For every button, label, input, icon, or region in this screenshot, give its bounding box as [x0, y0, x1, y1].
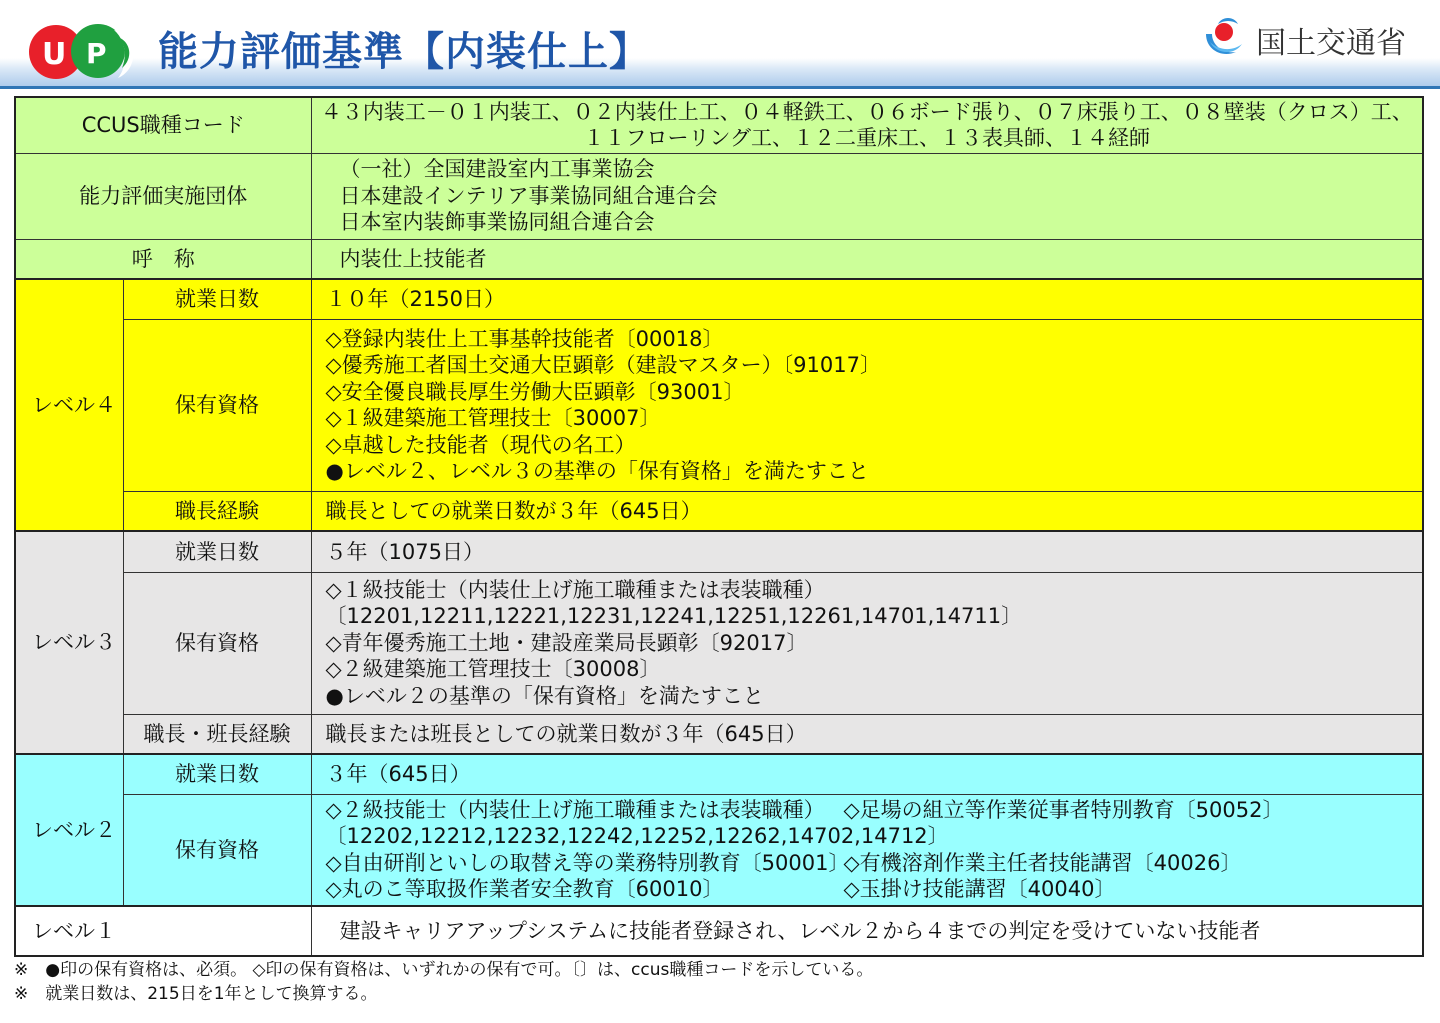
organizations-value: [311, 153, 1423, 239]
qual-item: 〔12202,12212,12232,12242,12252,12262,14702,14712〕: [325, 824, 949, 849]
footnotes: [14, 958, 873, 1006]
level4-exp-row: [15, 491, 1423, 531]
level3-qual-label: 保有資格: [123, 572, 311, 714]
footnote: ※ 就業日数は、215日を1年として換算する。: [14, 984, 378, 1004]
ccus-code-line: ４３内装工－０１内装工、０２内装仕上工、０４軽鉄工、０６ボード張り、０７床張り工、０８壁装（クロス）工、: [320, 99, 1413, 124]
level2-qual-row: [15, 794, 1423, 906]
ccus-code-line: １１フローリング工、１２二重床工、１３表具師、１４経師: [583, 126, 1151, 151]
footnote: ※ ●印の保有資格は、必須。 ◇印の保有資格は、いずれかの保有で可。〔〕は、ccus職種コードを示している。: [14, 960, 874, 980]
qual-item: ◇玉掛け技能講習〔40040〕: [843, 877, 1116, 902]
criteria-table: [14, 96, 1424, 957]
level4-days-row: [15, 279, 1423, 319]
qual-item: ◇青年優秀施工土地・建設産業局長顕彰〔92017〕: [325, 630, 808, 655]
ccus-code-value: [311, 97, 1423, 153]
level2-label: レベル２: [15, 754, 123, 906]
level4-days-label: 就業日数: [123, 279, 311, 319]
qual-item: ◇有機溶剤作業主任者技能講習〔40026〕: [843, 850, 1242, 875]
level2-qual-list: [311, 794, 1423, 906]
page-title: 能力評価基準【内装仕上】: [158, 29, 650, 75]
qual-item: ◇２級技能士（内装仕上げ施工職種または表装職種）: [325, 797, 825, 822]
qual-item: ◇丸のこ等取扱作業者安全教育〔60010〕: [325, 877, 724, 902]
qual-row: [326, 876, 1423, 903]
organization-line: 日本室内装飾事業協同組合連合会: [339, 210, 655, 235]
header-rule: [0, 86, 1440, 89]
logo-letter-p: P: [86, 37, 107, 70]
level4-exp-label: 職長経験: [123, 491, 311, 531]
organization-line: （一社）全国建設室内工事業協会: [339, 157, 655, 182]
ministry-logo: [1200, 12, 1436, 60]
qual-row: [326, 823, 1423, 850]
level3-label: レベル３: [15, 531, 123, 754]
level3-days-label: 就業日数: [123, 531, 311, 572]
qual-item: ◇２級建築施工管理技士〔30008〕: [325, 657, 661, 682]
level4-qual-row: [15, 319, 1423, 491]
qual-item: ◇１級建築施工管理技士〔30007〕: [325, 406, 661, 430]
level4-exp-value: 職長としての就業日数が３年（645日）: [311, 491, 1423, 531]
level2-days-label: 就業日数: [123, 754, 311, 794]
level3-qual-list: [311, 572, 1423, 714]
qual-item: ◇卓越した技能者（現代の名工）: [325, 432, 636, 457]
logo-letter-u: U: [42, 37, 67, 72]
qual-item: ◇優秀施工者国土交通大臣顕彰（建設マスター）〔91017〕: [325, 353, 881, 377]
qual-item: ◇１級技能士（内装仕上げ施工職種または表装職種）: [325, 577, 825, 602]
info-row-organizations: [15, 153, 1423, 239]
title-label: 呼 称: [15, 239, 311, 279]
level3-days-row: [15, 531, 1423, 572]
qual-item: ◇自由研削といしの取替え等の業務特別教育〔50001〕: [325, 850, 850, 875]
level2-days-row: [15, 754, 1423, 794]
info-row-title: [15, 239, 1423, 279]
title-value: 内装仕上技能者: [311, 239, 1423, 279]
qual-row: [326, 850, 1423, 877]
level1-label: レベル１: [15, 906, 311, 956]
level3-exp-label: 職長・班長経験: [123, 714, 311, 754]
level2-days-value: ３年（645日）: [311, 754, 1423, 794]
qual-item: ◇足場の組立等作業従事者特別教育〔50052〕: [843, 797, 1284, 822]
level2-qual-label: 保有資格: [123, 794, 311, 906]
level4-qual-list: [311, 319, 1423, 491]
qual-item: ●レベル２、レベル３の基準の「保有資格」を満たすこと: [325, 459, 869, 483]
organization-line: 日本建設インテリア事業協同組合連合会: [339, 183, 718, 208]
level3-exp-row: [15, 714, 1423, 754]
cup-logo-icon: [28, 18, 148, 84]
level4-days-value: １０年（2150日）: [311, 279, 1423, 319]
qual-row: [326, 797, 1423, 824]
level4-label: レベル４: [15, 279, 123, 531]
qual-item: ◇登録内装仕上工事基幹技能者〔00018〕: [325, 326, 724, 351]
level3-days-value: ５年（1075日）: [311, 531, 1423, 572]
page-header: [0, 0, 1440, 92]
organizations-label: 能力評価実施団体: [15, 153, 311, 239]
mlit-emblem-icon: [1200, 12, 1250, 60]
qual-item: 〔12201,12211,12221,12231,12241,12251,12261,14701,14711〕: [325, 604, 1023, 629]
level1-value: 建設キャリアアップシステムに技能者登録され、レベル２から４までの判定を受けていない技能者: [311, 906, 1423, 956]
level4-qual-label: 保有資格: [123, 319, 311, 491]
ccus-code-label: CCUS職種コード: [15, 97, 311, 153]
qual-item: ●レベル２の基準の「保有資格」を満たすこと: [325, 683, 764, 708]
ministry-name: 国土交通省: [1256, 26, 1406, 61]
info-row-ccus-code: [15, 97, 1423, 153]
level1-row: [15, 906, 1423, 956]
level3-qual-row: [15, 572, 1423, 714]
level3-exp-value: 職長または班長としての就業日数が３年（645日）: [311, 714, 1423, 754]
qual-item: ◇安全優良職長厚生労働大臣顕彰〔93001〕: [325, 379, 745, 404]
